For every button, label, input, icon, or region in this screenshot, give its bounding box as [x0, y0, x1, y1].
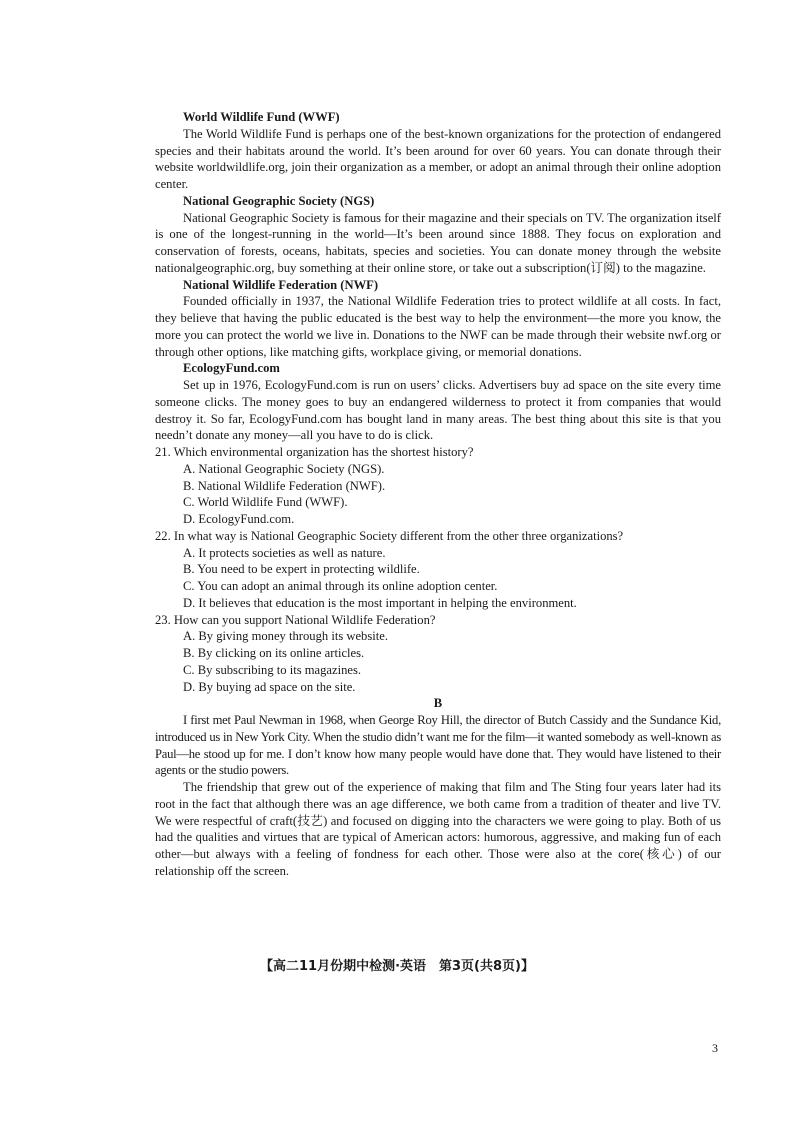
question-21-option-b: B. National Wildlife Federation (NWF).	[183, 478, 386, 493]
ngs-heading: National Geographic Society (NGS)	[183, 193, 375, 208]
question-21-stem: 21. Which environmental organization has the shortest history?	[155, 445, 474, 459]
ecologyfund-text: Set up in 1976, EcologyFund.com is run on users’ clicks. Advertisers buy ad space on the site every time someone clicks. The money goes to buy an endangered wilderness to protect it from companies that would destroy it. So far, EcologyFund.com has bought land in many areas. The best thing about this site is that you needn’t donate any money—all you have to do is click.	[155, 378, 721, 443]
question-22-option-a: A. It protects societies as well as nature.	[183, 545, 386, 560]
wwf-heading: World Wildlife Fund (WWF)	[183, 110, 340, 124]
question-23-option-b: B. By clicking on its online articles.	[183, 646, 365, 660]
page-footer: 【高二11月份期中检测·英语 第3页(共8页)】	[259, 959, 534, 974]
question-22-option-d: D. It believes that education is the most important in helping the environment.	[183, 595, 577, 610]
question-21-option-a: A. National Geographic Society (NGS).	[183, 461, 385, 476]
passage-b-paragraph-1: I first met Paul Newman in 1968, when George Roy Hill, the director of Butch Cassidy and the Sundance Kid, introduced us in New York City. When the studio didn’t want me for the film—it wanted somebody as well-known as Paul—he stood up for me. I don’t know how many people would have done that. They would have listened to their agents or the studio powers.	[155, 713, 721, 778]
document-body	[155, 109, 721, 880]
question-21-option-c: C. World Wildlife Fund (WWF).	[183, 495, 348, 510]
passage-b-paragraph-2: The friendship that grew out of the experience of making that film and The Sting four years later had its root in the fact that although there was an age difference, we both came from a tradition of theater and live TV. We were respectful of craft(技艺) and focused on digging into the characters we were going to play. Both of us had the qualities and virtues that are typical of American actors: humorous, aggressive, and making fun of each other—but always with a feeling of fondness for each other. Those were also at the core(核心) of our relationship off the screen.	[155, 780, 721, 878]
wwf-text: The World Wildlife Fund is perhaps one of the best-known organizations for the protection of endangered species and their habitats around the world. It’s been around for over 60 years. You can donate through their website worldwildlife.org, join their organization as a member, or adopt an animal through their online adoption center.	[155, 126, 721, 191]
page-number: 3	[712, 1041, 718, 1055]
nwf-text: Founded officially in 1937, the National Wildlife Federation tries to protect wildlife at all costs. In fact, they believe that having the public educated is the best way to help the environment—the more you know, the more you can protect the world we live in. Donations to the NWF can be made through their website nwf.org or through other options, like matching gifts, workplace giving, or memorial donations.	[155, 294, 721, 359]
question-22-stem: 22. In what way is National Geographic Society different from the other three organizations?	[155, 528, 624, 543]
ngs-text: National Geographic Society is famous for their magazine and their specials on TV. The organization itself is one of the longest-running in the world—It’s been around since 1888. They focus on exploration and conservation of forests, oceans, habitats, species and societies. You can donate money through the website nationalgeographic.org, buy something at their online store, or take out a subscription(订阅) to the magazine.	[155, 210, 721, 275]
question-22-option-c: C. You can adopt an animal through its online adoption center.	[183, 579, 498, 593]
question-23-stem: 23. How can you support National Wildlife Federation?	[155, 612, 436, 627]
question-22-option-b: B. You need to be expert in protecting wildlife.	[183, 562, 420, 577]
question-23-option-c: C. By subscribing to its magazines.	[183, 662, 362, 677]
nwf-heading: National Wildlife Federation (NWF)	[183, 277, 379, 292]
question-23-option-a: A. By giving money through its website.	[183, 629, 388, 644]
ecologyfund-heading: EcologyFund.com	[183, 361, 280, 376]
passage-b-title: B	[433, 696, 443, 711]
question-21-option-d: D. EcologyFund.com.	[183, 512, 295, 526]
question-23-option-d: D. By buying ad space on the site.	[183, 679, 356, 694]
